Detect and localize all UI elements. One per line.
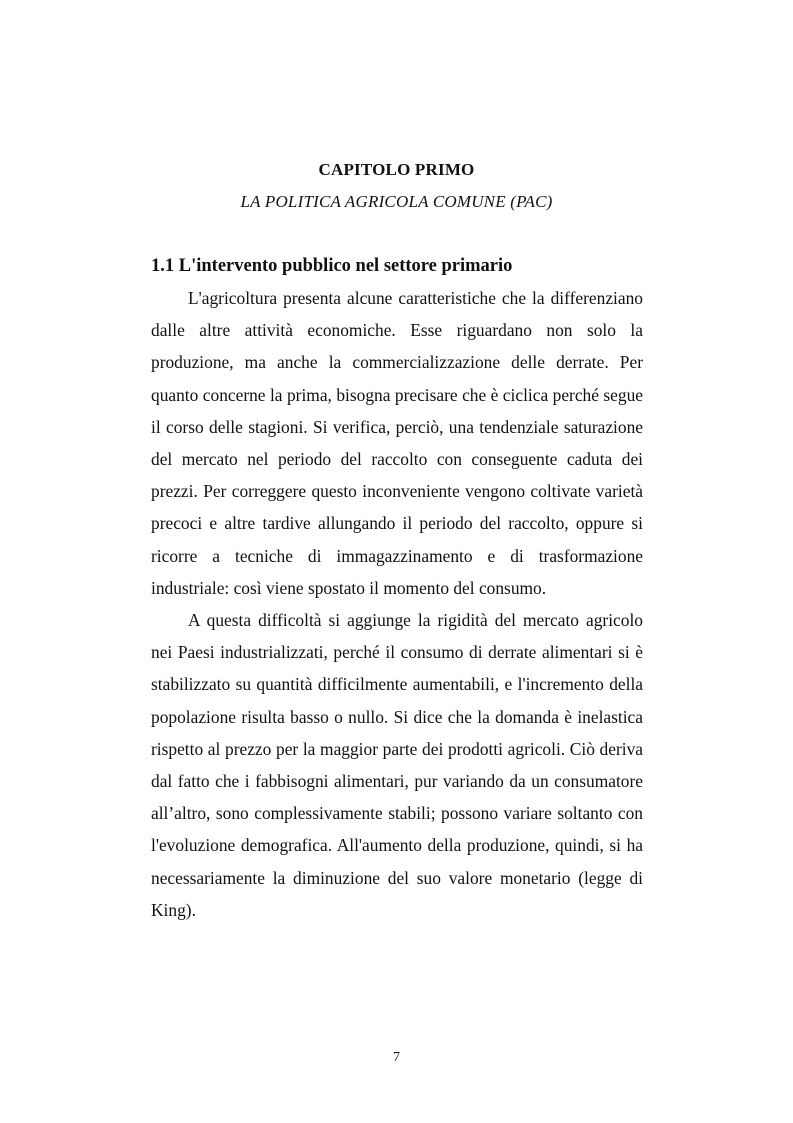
page-number: 7 [393, 1050, 400, 1065]
section-body [151, 282, 643, 926]
chapter-label: CAPITOLO PRIMO [318, 160, 475, 179]
paragraph: L'agricoltura presenta alcune caratteristiche che la differenziano dalle altre attività economiche. Esse riguardano non solo la produzione, ma anche la commercializzazione delle derrate. Per quanto concerne la prima, bisogna precisare che è ciclica perché segue il corso delle stagioni. Si verifica, perciò, una tendenziale saturazione del mercato nel periodo del raccolto con conseguente caduta dei prezzi. Per correggere questo inconveniente vengono coltivate varietà precoci e altre tardive allungando il periodo del raccolto, oppure si ricorre a tecniche di immagazzinamento e di trasformazione industriale: così viene spostato il momento del consumo. [151, 288, 643, 598]
chapter-title: LA POLITICA AGRICOLA COMUNE (PAC) [240, 192, 553, 211]
section-heading: 1.1 L'intervento pubblico nel settore primario [151, 256, 513, 276]
paragraph: A questa difficoltà si aggiunge la rigidità del mercato agricolo nei Paesi industrializzati, perché il consumo di derrate alimentari si è stabilizzato su quantità difficilmente aumentabili, e l'incremento della popolazione risulta basso o nullo. Si dice che la domanda è inelastica rispetto al prezzo per la maggior parte dei prodotti agricoli. Ciò deriva dal fatto che i fabbisogni alimentari, pur variando da un consumatore all’altro, sono complessivamente stabili; possono variare soltanto con l'evoluzione demografica. All'aumento della produzione, quindi, si ha necessariamente la diminuzione del suo valore monetario (legge di King). [151, 610, 643, 920]
